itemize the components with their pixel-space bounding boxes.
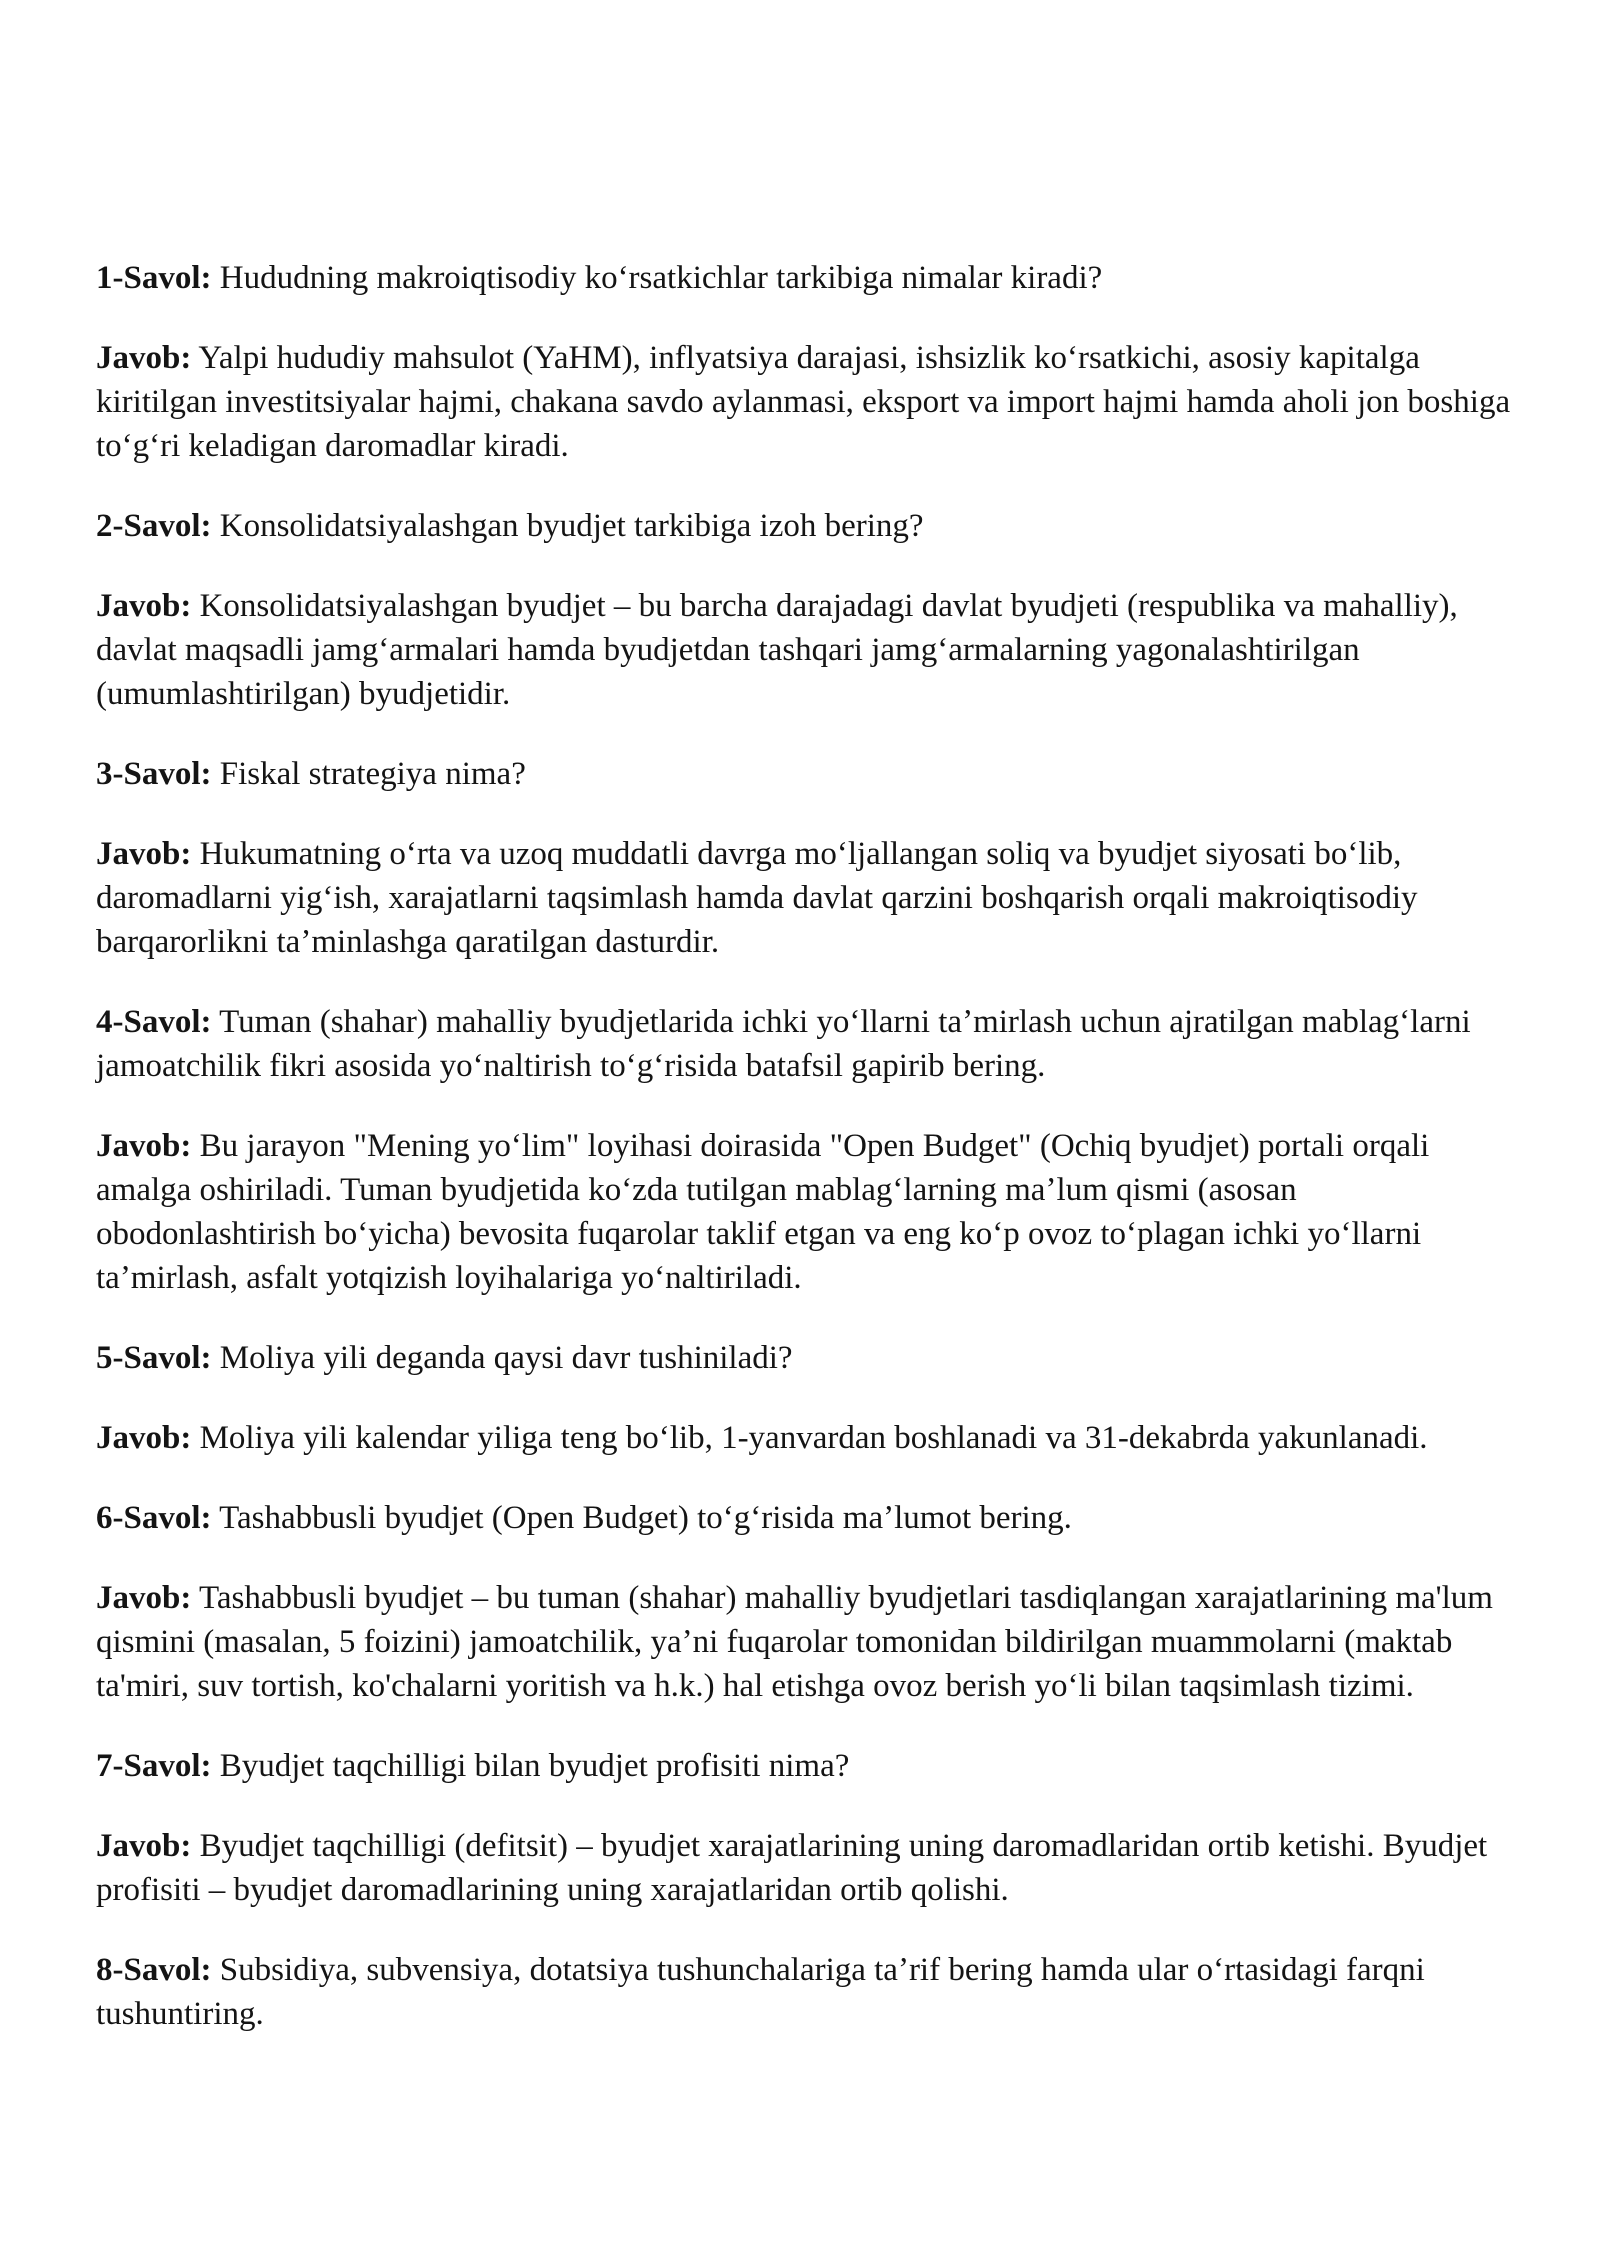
question-label: 3-Savol: [96, 756, 212, 792]
question-label: 8-Savol: [96, 1952, 212, 1988]
question-label: 1-Savol: [96, 260, 212, 296]
question-label: 4-Savol: [96, 1004, 212, 1040]
answer-label: Javob: [96, 1580, 192, 1616]
question-text: Byudjet taqchilligi bilan byudjet profisiti nima? [219, 1748, 850, 1784]
answer-3 [96, 832, 1516, 964]
question-text: Subsidiya, subvensiya, dotatsiya tushunchalariga taʼrif bering hamda ular oʻrtasidagi farqni tushuntiring. [96, 1952, 1425, 2032]
answer-text: Hukumatning oʻrta va uzoq muddatli davrga moʻljallangan soliq va byudjet siyosati boʻlib, daromadlarni yigʻish, xarajatlarni taqsimlash hamda davlat qarzini boshqarish orqali makroiqtisodiy barqarorlikni taʼminlashga qaratilgan dasturdir. [96, 836, 1418, 960]
question-text: Tuman (shahar) mahalliy byudjetlarida ichki yoʻllarni taʼmirlash uchun ajratilgan mablagʻlarni jamoatchilik fikri asosida yoʻnaltirish toʻgʻrisida batafsil gapirib bering. [96, 1004, 1471, 1084]
answer-label: Javob: [96, 1420, 192, 1456]
document-page [96, 256, 1516, 2072]
question-text: Hududning makroiqtisodiy koʻrsatkichlar tarkibiga nimalar kiradi? [219, 260, 1103, 296]
question-text: Tashabbusli byudjet (Open Budget) toʻgʻrisida maʼlumot bering. [219, 1500, 1072, 1536]
question-3 [96, 752, 1516, 796]
answer-2 [96, 584, 1516, 716]
answer-text: Konsolidatsiyalashgan byudjet – bu barcha darajadagi davlat byudjeti (respublika va mahalliy), davlat maqsadli jamgʻarmalari hamda byudjetdan tashqari jamgʻarmalarning yagonalashtirilgan (umumlashtirilgan) byudjetidir. [96, 588, 1458, 712]
answer-label: Javob: [96, 588, 192, 624]
answer-1 [96, 336, 1516, 468]
answer-text: Moliya yili kalendar yiliga teng boʻlib, 1-yanvardan boshlanadi va 31-dekabrda yakunlanadi. [199, 1420, 1428, 1456]
answer-label: Javob: [96, 1828, 192, 1864]
answer-5 [96, 1416, 1516, 1460]
question-2 [96, 504, 1516, 548]
answer-6 [96, 1576, 1516, 1708]
answer-7 [96, 1824, 1516, 1912]
question-label: 5-Savol: [96, 1340, 212, 1376]
answer-text: Tashabbusli byudjet – bu tuman (shahar) mahalliy byudjetlari tasdiqlangan xarajatlarining ma'lum qismini (masalan, 5 foizini) jamoatchilik, yaʼni fuqarolar tomonidan bildirilgan muammolarni (maktab ta'miri, suv tortish, ko'chalarni yoritish va h.k.) hal etishga ovoz berish yoʻli bilan taqsimlash tizimi. [96, 1580, 1493, 1704]
question-text: Moliya yili deganda qaysi davr tushiniladi? [219, 1340, 793, 1376]
answer-text: Yalpi hududiy mahsulot (YaHM), inflyatsiya darajasi, ishsizlik koʻrsatkichi, asosiy kapitalga kiritilgan investitsiyalar hajmi, chakana savdo aylanmasi, eksport va import hajmi hamda aholi jon boshiga toʻgʻri keladigan daromadlar kiradi. [96, 340, 1511, 464]
question-8 [96, 1948, 1516, 2036]
question-label: 6-Savol: [96, 1500, 212, 1536]
answer-text: Bu jarayon "Mening yoʻlim" loyihasi doirasida "Open Budget" (Ochiq byudjet) portali orqali amalga oshiriladi. Tuman byudjetida koʻzda tutilgan mablagʻlarning maʼlum qismi (asosan obodonlashtirish boʻyicha) bevosita fuqarolar taklif etgan va eng koʻp ovoz toʻplagan ichki yoʻllarni taʼmirlash, asfalt yotqizish loyihalariga yoʻnaltiriladi. [96, 1128, 1430, 1296]
answer-label: Javob: [96, 1128, 192, 1164]
question-4 [96, 1000, 1516, 1088]
answer-4 [96, 1124, 1516, 1300]
answer-label: Javob: [96, 340, 192, 376]
question-label: 7-Savol: [96, 1748, 212, 1784]
answer-text: Byudjet taqchilligi (defitsit) – byudjet xarajatlarining uning daromadlaridan ortib ketishi. Byudjet profisiti – byudjet daromadlarining uning xarajatlaridan ortib qolishi. [96, 1828, 1488, 1908]
question-text: Fiskal strategiya nima? [219, 756, 526, 792]
question-5 [96, 1336, 1516, 1380]
question-7 [96, 1744, 1516, 1788]
question-label: 2-Savol: [96, 508, 212, 544]
question-6 [96, 1496, 1516, 1540]
answer-label: Javob: [96, 836, 192, 872]
question-text: Konsolidatsiyalashgan byudjet tarkibiga izoh bering? [219, 508, 924, 544]
question-1 [96, 256, 1516, 300]
